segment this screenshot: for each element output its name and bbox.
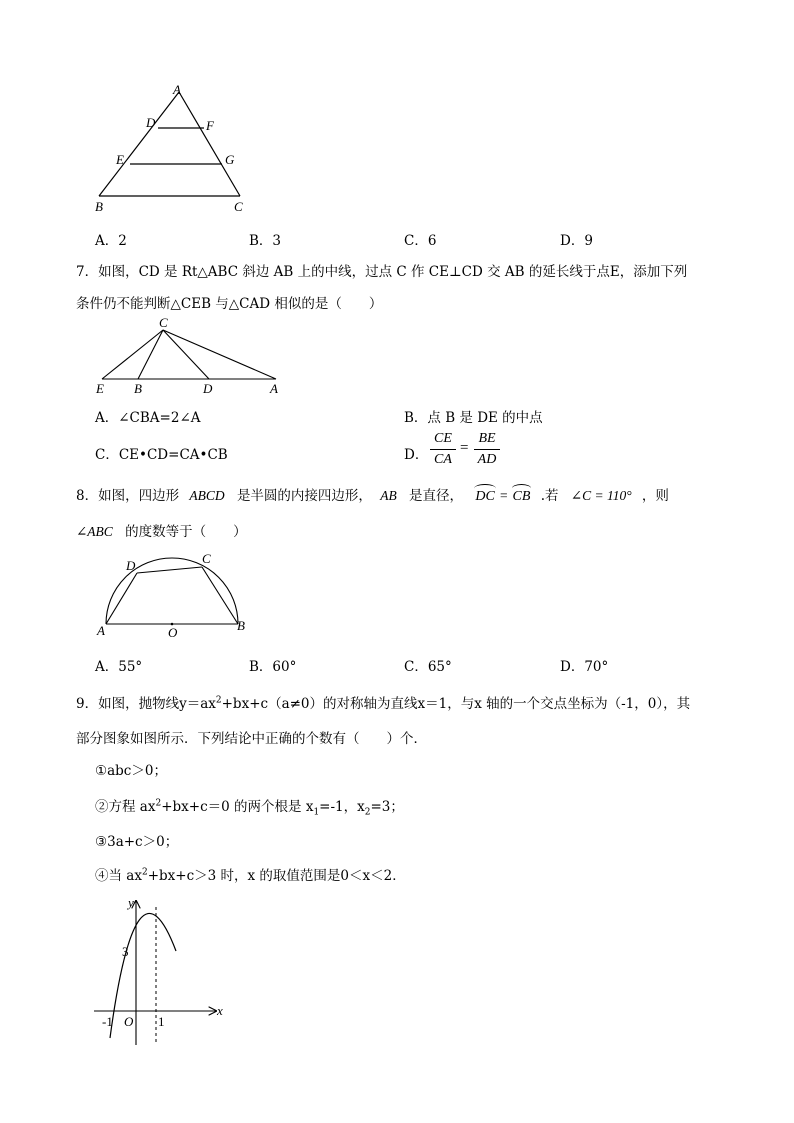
q8-diameter-ab: AB (380, 488, 397, 503)
q9-s2-c: =-1，x (319, 799, 365, 815)
q8-label-d: D (126, 558, 136, 573)
q8-label-o: O (168, 625, 178, 640)
q9-stem-line1-b: +bx+c（a≠0）的对称轴为直线x＝1，与x 轴的一个交点坐标为（-1，0），其 (221, 696, 691, 712)
q9-statement-1-text: abc＞0； (107, 763, 167, 779)
q6-choice-c[interactable]: C．6 (404, 233, 437, 249)
q6-choice-d[interactable]: D．9 (560, 233, 593, 249)
q9-statement-3-text: 3a+c＞0； (107, 834, 179, 850)
q7-label-a: A (270, 381, 278, 396)
q9-s2-a: 方程 ax (108, 799, 156, 815)
q6-choice-a[interactable]: A．2 (95, 233, 127, 249)
q8-segment-dc (137, 567, 202, 573)
q8-stem-prefix: 8．如图，四边形 (76, 488, 180, 504)
q8-label-a: A (97, 623, 105, 638)
q7-triangle-figure (90, 313, 290, 398)
q8-angle-abc: ∠ABC (76, 524, 113, 539)
q8-arc-cb: CB (512, 489, 531, 504)
q9-label-neg1: -1 (102, 1014, 113, 1029)
q9-label-origin: O (124, 1014, 134, 1029)
q8-stem-line2 (76, 520, 247, 540)
q7-frac2-numerator: BE (478, 431, 496, 446)
q7-label-d: D (203, 381, 213, 396)
q7-choice-a[interactable]: A．∠CBA=2∠A (95, 410, 201, 426)
q7-segment-cd (163, 330, 209, 379)
q7-choice-c[interactable]: C．CE•CD=CA•CB (95, 447, 228, 463)
q6-label-g: G (225, 152, 235, 167)
q9-label-1: 1 (158, 1014, 165, 1029)
q8-segment-cb (202, 567, 238, 624)
q9-stem-line2: 部分图象如图所示．下列结论中正确的个数有（ ）个． (76, 731, 427, 747)
q6-side-ac (179, 92, 240, 196)
q8-stem-line2-text: 的度数等于（ ） (125, 524, 247, 540)
q9-parabola-graph (88, 893, 238, 1053)
q8-arc-dc: DC (475, 489, 495, 504)
q7-choice-d-fraction-left (430, 431, 456, 468)
q6-label-a: A (173, 82, 181, 97)
q9-statement-4-number: ④ (95, 868, 109, 884)
q7-frac1-denominator: CA (434, 452, 452, 467)
q9-label-y: y (128, 895, 134, 910)
q6-triangle-figure (85, 82, 255, 217)
q7-segment-ce (102, 330, 163, 379)
q9-parabola-curve (110, 913, 176, 1038)
q6-label-c: C (234, 199, 243, 214)
q6-side-ab (99, 92, 179, 196)
q8-stem-mid3: .若 (540, 488, 559, 504)
q9-label-3: 3 (122, 944, 129, 959)
q7-choice-d-fraction-right (474, 431, 500, 468)
q7-stem-line1: 7．如图，CD 是 Rt△ABC 斜边 AB 上的中线，过点 C 作 CE⊥CD 交 AB 的延长线于点E，添加下列 (76, 264, 688, 280)
q9-statement-3 (95, 830, 178, 850)
q9-s4-a: 当 ax (108, 868, 142, 884)
q9-statement-3-number: ③ (95, 834, 108, 850)
q6-choice-b[interactable]: B．3 (249, 233, 282, 249)
q8-stem-mid2: 是直径， (409, 488, 464, 504)
q9-s2-sub1: 1 (313, 807, 320, 818)
q9-label-x: x (217, 1003, 223, 1018)
q8-label-b: B (237, 618, 245, 633)
q7-choice-b[interactable]: B．点 B 是 DE 的中点 (404, 410, 543, 426)
q8-choice-a[interactable]: A．55° (95, 659, 143, 675)
q8-label-c: C (202, 551, 211, 566)
q9-s2-sup: 2 (155, 798, 162, 809)
q9-s2-b: +bx+c＝0 的两个根是 x (161, 799, 314, 815)
q9-statement-2-number: ② (95, 799, 109, 815)
q7-label-b: B (134, 381, 142, 396)
q8-arc-equals: = (499, 488, 509, 503)
q9-s4-sup: 2 (141, 867, 148, 878)
q8-quad-abcd: ABCD (189, 488, 225, 503)
q8-choice-b[interactable]: B．60° (249, 659, 297, 675)
q8-choice-c[interactable]: C．65° (404, 659, 452, 675)
q8-angle-c: ∠C = 110° (570, 488, 632, 503)
q8-stem-mid1: 是半圆的内接四边形， (236, 488, 372, 504)
q6-label-b: B (95, 199, 103, 214)
q9-statement-2 (95, 795, 404, 818)
q6-label-d: D (146, 115, 156, 130)
q6-label-e: E (116, 152, 124, 167)
q7-segment-cb (138, 330, 163, 379)
q9-sup-2: 2 (215, 695, 222, 706)
q7-stem-line2: 条件仍不能判断△CEB 与△CAD 相似的是（ ） (76, 296, 383, 312)
q9-stem-line1-a: 9．如图，抛物线y＝ax (76, 696, 216, 712)
q9-statement-1-number: ① (95, 763, 108, 779)
q9-statement-4 (95, 864, 406, 884)
q8-stem-line1 (76, 484, 669, 505)
q7-choice-d-equals: = (460, 440, 469, 456)
q9-s4-b: +bx+c＞3 时，x 的取值范围是0＜x＜2． (147, 868, 406, 884)
q7-choice-d-prefix[interactable]: D． (404, 447, 429, 463)
q7-frac2-denominator: AD (477, 452, 497, 467)
q8-semicircle-figure (90, 547, 260, 642)
q7-label-c: C (159, 315, 168, 330)
q9-s2-d: =3； (370, 799, 404, 815)
q9-statement-1 (95, 759, 167, 779)
q9-stem-line1 (76, 692, 690, 712)
q8-stem-end: ，则 (641, 488, 669, 504)
q8-choice-d[interactable]: D．70° (560, 659, 609, 675)
q6-label-f: F (206, 118, 214, 133)
q7-frac1-numerator: CE (434, 431, 452, 446)
q7-segment-ca (163, 330, 276, 379)
q7-label-e: E (96, 381, 104, 396)
q9-s2-sub2: 2 (364, 807, 371, 818)
